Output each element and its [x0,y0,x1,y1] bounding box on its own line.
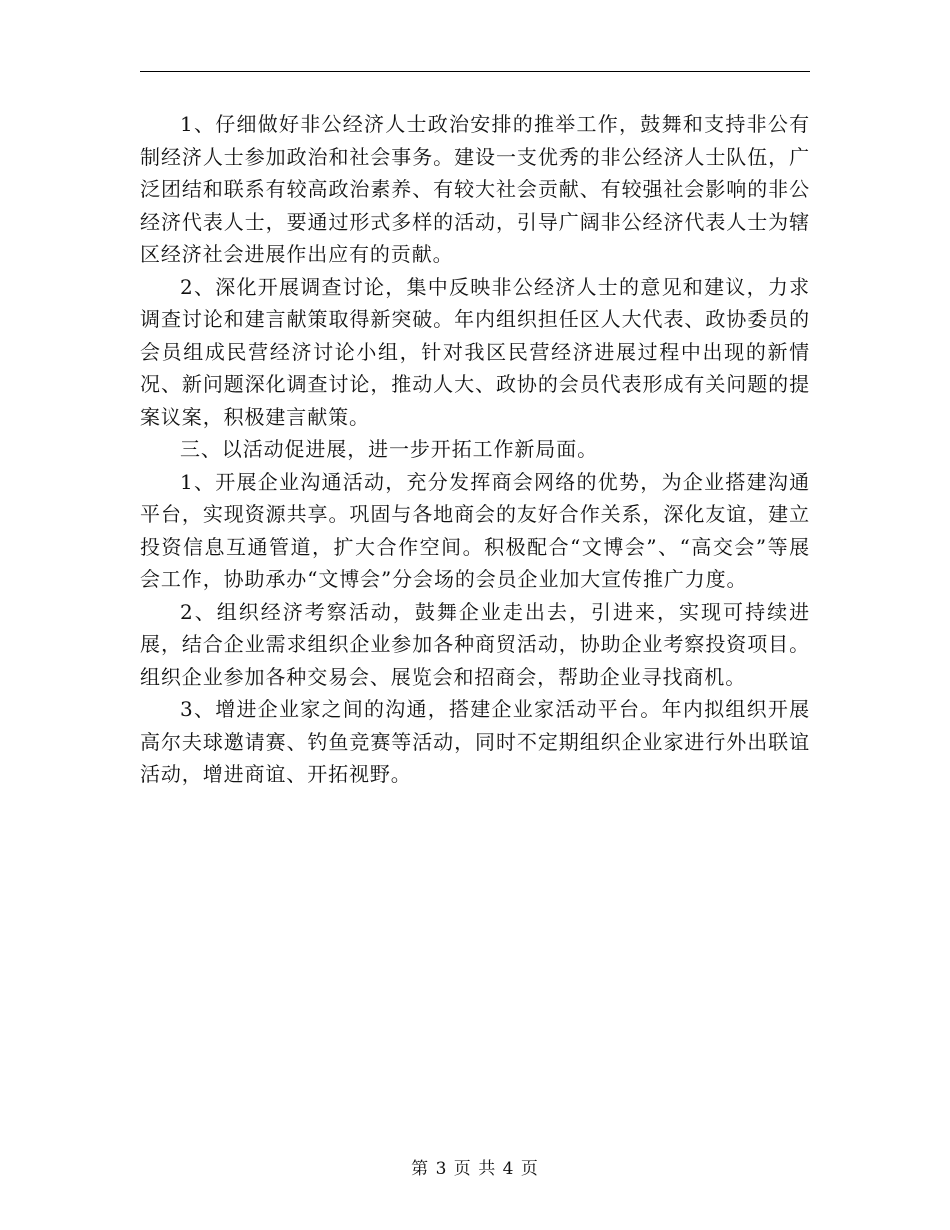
document-body [140,108,810,791]
paragraph-entrepreneur-platform: 3、增进企业家之间的沟通，搭建企业家活动平台。年内拟组织开展高尔夫球邀请赛、钓鱼竞赛等活动，同时不定期组织企业家进行外出联谊活动，增进商谊、开拓视野。 [140,697,810,786]
header-rule [140,71,810,72]
section-heading-activities: 三、以活动促进展，进一步开拓工作新局面。 [180,437,598,461]
page-number-footer: 第 3 页 共 4 页 [411,1159,539,1179]
paragraph-research-discussion: 2、深化开展调查讨论，集中反映非公经济人士的意见和建议，力求调查讨论和建言献策取得新突破。年内组织担任区人大代表、政协委员的会员组成民营经济讨论小组，针对我区民营经济进展过程中出现的新情况、新问题深化调查讨论，推动人大、政协的会员代表形成有关问题的提案议案，积极建言献策。 [140,274,810,429]
paragraph-enterprise-communication: 1、开展企业沟通活动，充分发挥商会网络的优势，为企业搭建沟通平台，实现资源共享。巩固与各地商会的友好合作关系，深化友谊，建立投资信息互通管道，扩大合作空间。积极配合“文博会”、“高交会”等展会工作，协助承办“文博会”分会场的会员企业加大宣传推广力度。 [140,469,810,591]
paragraph-political-arrangement: 1、仔细做好非公经济人士政治安排的推举工作，鼓舞和支持非公有制经济人士参加政治和社会事务。建设一支优秀的非公经济人士队伍，广泛团结和联系有较高政治素养、有较大社会贡献、有较强社会影响的非公经济代表人士，要通过形式多样的活动，引导广阔非公经济代表人士为辖区经济社会进展作出应有的贡献。 [140,112,810,266]
paragraph-economic-inspection: 2、组织经济考察活动，鼓舞企业走出去，引进来，实现可持续进展，结合企业需求组织企业参加各种商贸活动，协助企业考察投资项目。组织企业参加各种交易会、展览会和招商会，帮助企业寻找商机。 [140,599,810,689]
